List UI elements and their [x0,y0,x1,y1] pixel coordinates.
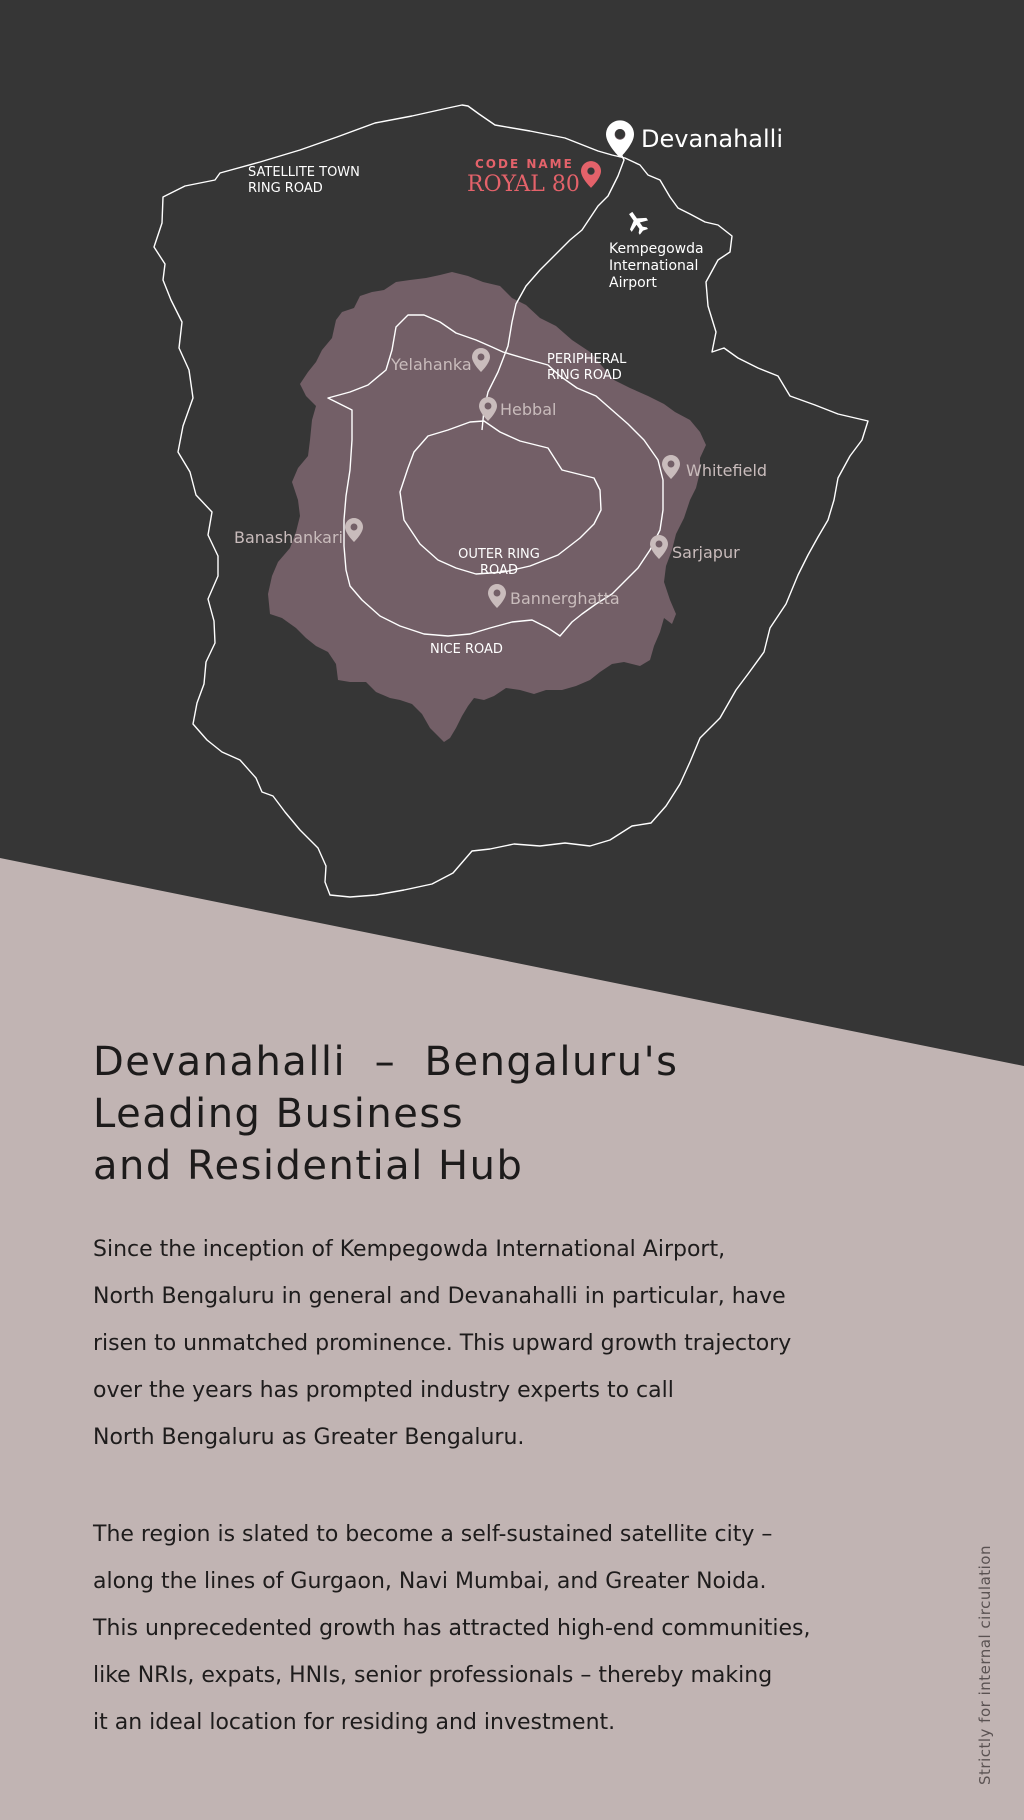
place-hebbal: Hebbal [500,400,557,419]
place-bannerghatta: Bannerghatta [510,589,620,608]
heading-line: Leading Business [93,1091,465,1137]
internal-circulation-note: Strictly for internal circulation [976,1545,994,1785]
paragraph-line: The region is slated to become a self-sustained satellite city – [93,1522,773,1547]
paragraph-line: risen to unmatched prominence. This upward growth trajectory [93,1331,792,1356]
peripheral-road-label-line2: RING ROAD [547,368,622,383]
place-banashankari: Banashankari [234,528,343,547]
paragraph-line: like NRIs, expats, HNIs, senior professionals – thereby making [93,1663,773,1688]
paragraph-line: over the years has prompted industry experts to call [93,1378,674,1403]
paragraph-line: This unprecedented growth has attracted high-end communities, [93,1616,811,1641]
satellite-road-label-line2: RING ROAD [248,181,323,196]
place-whitefield: Whitefield [686,461,768,480]
peripheral-road-label-line1: PERIPHERAL [547,352,627,367]
paragraph-line: it an ideal location for residing and investment. [93,1710,616,1735]
paragraph-line: North Bengaluru in general and Devanahalli in particular, have [93,1284,786,1309]
paragraph-line: North Bengaluru as Greater Bengaluru. [93,1425,525,1450]
bengaluru-urban-area [268,272,706,742]
nice-road-label: NICE ROAD [430,642,503,657]
paragraph-line: along the lines of Gurgaon, Navi Mumbai, and Greater Noida. [93,1569,767,1594]
airplane-icon [622,207,652,237]
place-sarjapur: Sarjapur [672,543,740,562]
heading-line: Devanahalli – Bengaluru's [93,1039,679,1085]
code-name-label: CODE NAME [475,157,574,171]
devanahalli-label: Devanahalli [641,125,783,153]
airport-label-line2: International [609,258,699,274]
airport-label-line3: Airport [609,275,657,291]
place-yelahanka: Yelahanka [391,355,472,374]
airport-label-line1: Kempegowda [609,241,704,257]
paragraph-line: Since the inception of Kempegowda International Airport, [93,1237,726,1262]
growth-paragraph [93,1511,873,1746]
satellite-road-label-line1: SATELLITE TOWN [248,165,360,180]
outer-ring-road-label-line2: ROAD [480,563,518,578]
royal-80-label: ROYAL 80 [467,172,580,197]
heading-line: and Residential Hub [93,1143,524,1189]
outer-ring-road-label-line1: OUTER RING [458,547,540,562]
intro-paragraph [93,1226,873,1461]
page-heading [93,1036,913,1192]
